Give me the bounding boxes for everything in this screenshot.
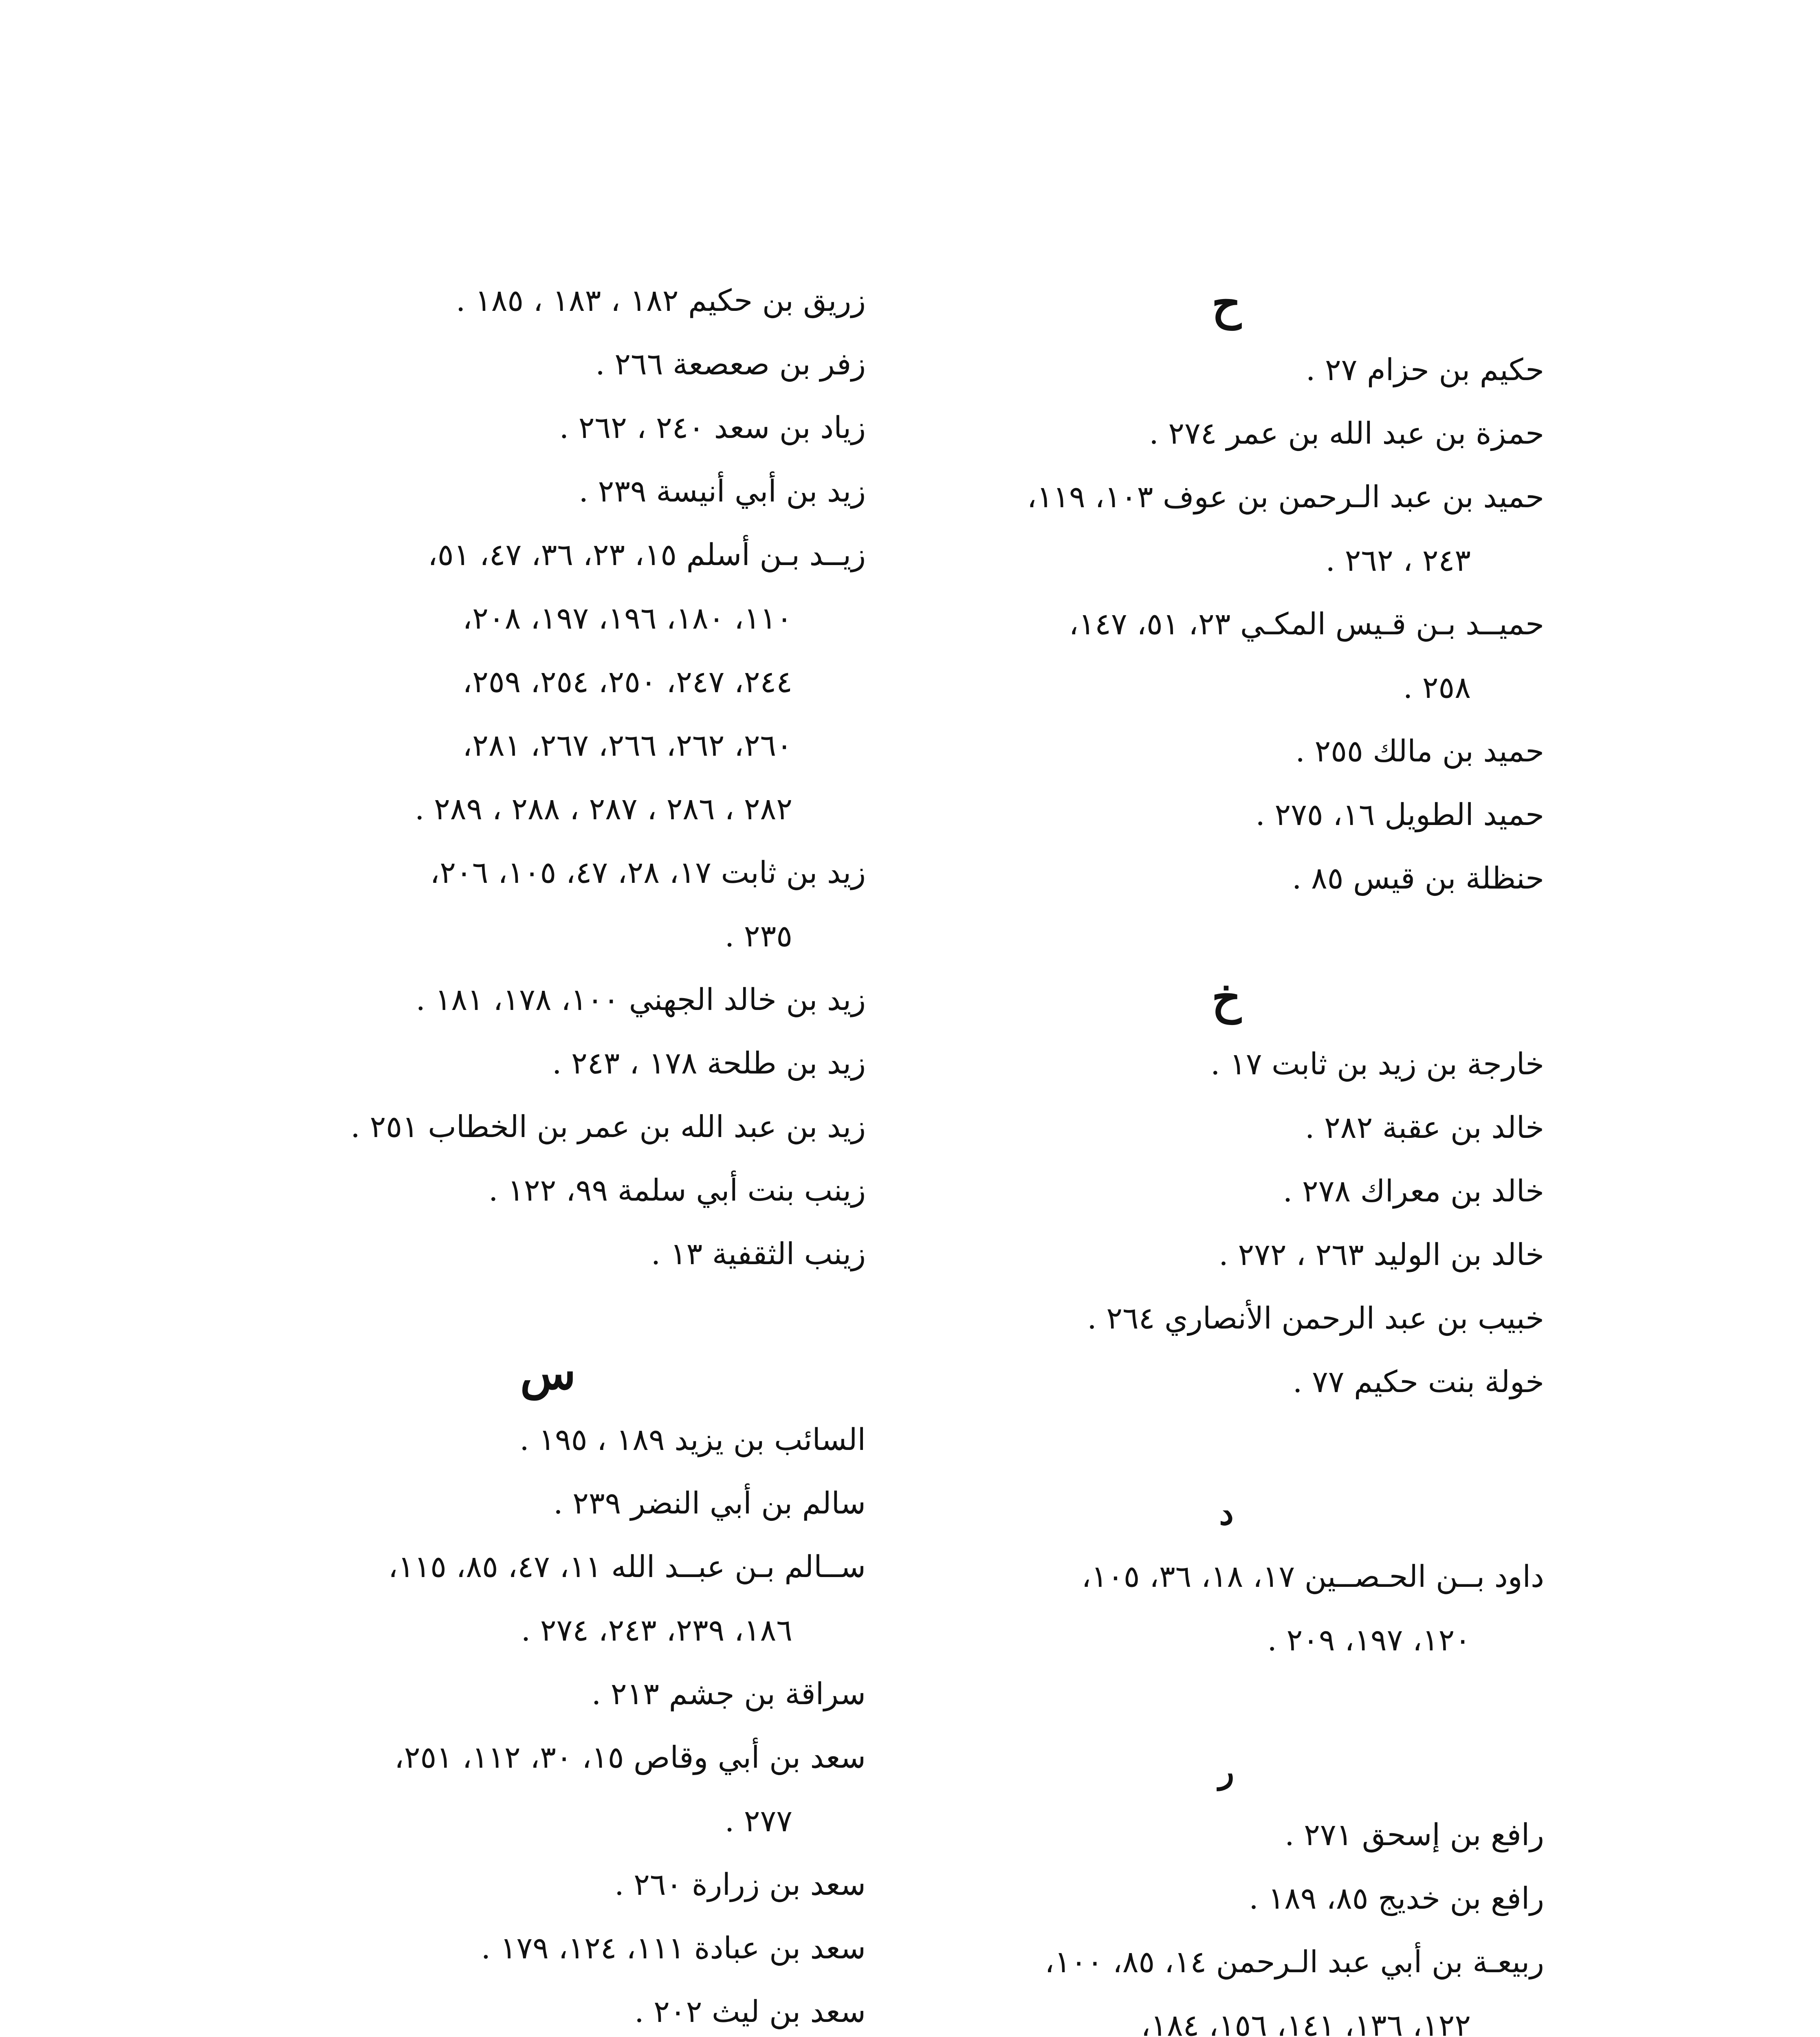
entry-line: رافع بن إسحق ٢٧١ . (1285, 1817, 1544, 1852)
entry-line: سالم بن أبي النضر ٢٣٩ . (553, 1486, 866, 1521)
entry-line: زيد بن أبي أنيسة ٢٣٩ . (579, 474, 866, 509)
index-entry (230, 1726, 866, 1853)
entry-line: حميد بن مالك ٢٥٥ . (1295, 734, 1544, 769)
entry-line: حميــد بـن قـيس المكـي ٢٣، ٥١، ١٤٧، (1069, 607, 1544, 642)
entry-line: خارجة بن زيد بن ثابت ١٧ . (1210, 1047, 1544, 1082)
entry-line: خالد بن الوليد ٢٦٣ ، ٢٧٢ . (1219, 1237, 1544, 1272)
index-entry (230, 1472, 866, 1535)
index-entry (230, 396, 866, 460)
entry-line: زيد بن طلحة ١٧٨ ، ٢٤٣ . (552, 1046, 866, 1081)
entry-continuation-line: ٢٧٧ . (724, 1804, 792, 1839)
index-entry (909, 1223, 1544, 1287)
section-gap (230, 1286, 866, 1339)
index-column-left (230, 269, 866, 2037)
entry-line: سعد بن ليث ٢٠٢ . (634, 1994, 866, 2029)
index-entry (909, 1350, 1544, 1414)
entry-line: حمزة بن عبد الله بن عمر ٢٧٤ . (1149, 416, 1544, 451)
section-letter-heading: ح (1211, 277, 1241, 330)
index-column-right (909, 269, 1544, 2037)
index-entry (230, 841, 866, 968)
entry-line: زفر بن صعصعة ٢٦٦ . (595, 347, 866, 382)
index-entry (909, 847, 1544, 910)
section-gap (909, 910, 1544, 963)
entry-line: زيد بن عبد الله بن عمر بن الخطاب ٢٥١ . (350, 1109, 866, 1144)
entry-continuation-line: ٢٥٨ . (1403, 670, 1471, 705)
entry-continuation-line: ٢٣٥ . (724, 919, 792, 954)
index-entry (909, 338, 1544, 402)
entry-continuation-line: ٢٨٢ ، ٢٨٦ ، ٢٨٧ ، ٢٨٨ ، ٢٨٩ . (414, 792, 792, 827)
entry-line: خالد بن عقبة ٢٨٢ . (1305, 1110, 1544, 1145)
entry-line: زيد بن ثابت ١٧، ٢٨، ٤٧، ١٠٥، ٢٠٦، (430, 855, 866, 890)
entry-continuation-line: ٢٤٣ ، ٢٦٢ . (1325, 543, 1471, 578)
index-entry (909, 402, 1544, 465)
index-entry (909, 1096, 1544, 1159)
entry-line: ســالم بـن عبــد الله ١١، ٤٧، ٨٥، ١١٥، (388, 1549, 866, 1584)
entry-line: ربيعـة بن أبي عبد الـرحمن ١٤، ٨٥، ١٠٠، (1045, 1945, 1544, 1980)
entry-line: حميد الطويل ١٦، ٢٧٥ . (1255, 797, 1544, 832)
entry-line: السائب بن يزيد ١٨٩ ، ١٩٥ . (519, 1422, 866, 1457)
index-entry (230, 1408, 866, 1472)
index-entry (909, 1545, 1544, 1672)
index-entry (909, 1803, 1544, 1867)
index-entry (230, 1095, 866, 1159)
entry-line: داود بــن الحـصــين ١٧، ١٨، ٣٦، ١٠٥، (1081, 1559, 1544, 1594)
index-entry (909, 1930, 1544, 2037)
entry-line: حكيم بن حزام ٢٧ . (1305, 352, 1544, 387)
entry-line: زيــد بـن أسلم ١٥، ٢٣، ٣٦، ٤٧، ٥١، (427, 537, 866, 572)
index-entry (230, 1662, 866, 1726)
index-entry (909, 1867, 1544, 1930)
index-entry (230, 332, 866, 396)
index-entry (230, 1222, 866, 1286)
index-entry (230, 1535, 866, 1662)
index-entry (230, 1916, 866, 1980)
entry-line: خولة بنت حكيم ٧٧ . (1292, 1364, 1544, 1399)
entry-line: رافع بن خديج ٨٥، ١٨٩ . (1249, 1881, 1544, 1916)
index-entry (909, 1032, 1544, 1096)
entry-line: حنظلة بن قيس ٨٥ . (1292, 861, 1544, 896)
entry-line: سعد بن عبادة ١١١، ١٢٤، ١٧٩ . (481, 1931, 866, 1966)
index-entry (909, 719, 1544, 783)
section-gap (909, 1414, 1544, 1467)
entry-line: حميد بن عبد الـرحمن بن عوف ١٠٣، ١١٩، (1027, 480, 1544, 515)
entry-line: زياد بن سعد ٢٤٠ ، ٢٦٢ . (559, 410, 866, 445)
entry-continuation-line: ١٢٢، ١٣٦، ١٤١، ١٥٦، ١٨٤، (1141, 2008, 1471, 2037)
section-gap (909, 1672, 1544, 1725)
entry-line: زيد بن خالد الجهني ١٠٠، ١٧٨، ١٨١ . (416, 982, 866, 1017)
index-entry (230, 1032, 866, 1095)
section-letter-heading: خ (1211, 971, 1241, 1024)
index-entry (230, 1159, 866, 1222)
entry-line: خبيب بن عبد الرحمن الأنصاري ٢٦٤ . (1087, 1301, 1544, 1336)
entry-line: زينب بنت أبي سلمة ٩٩، ١٢٢ . (489, 1173, 866, 1208)
section-letter-heading: د (1219, 1494, 1234, 1532)
index-entry (230, 1980, 866, 2037)
section-letter-heading: ر (1218, 1752, 1235, 1791)
index-entry (230, 269, 866, 332)
entry-line: زريق بن حكيم ١٨٢ ، ١٨٣ ، ١٨٥ . (456, 283, 866, 318)
entry-continuation-line: ١٨٦، ٢٣٩، ٢٤٣، ٢٧٤ . (521, 1613, 792, 1648)
index-entry (909, 465, 1544, 592)
entry-continuation-line: ١١٠، ١٨٠، ١٩٦، ١٩٧، ٢٠٨، (462, 601, 792, 636)
entry-line: زينب الثقفية ١٣ . (651, 1236, 866, 1271)
index-entry (230, 968, 866, 1032)
entry-line: سعد بن زرارة ٢٦٠ . (614, 1867, 866, 1902)
entry-line: سعد بن أبي وقاص ١٥، ٣٠، ١١٢، ٢٥١، (394, 1740, 866, 1775)
index-entry (230, 460, 866, 523)
index-entry (230, 1853, 866, 1916)
index-entry (909, 1287, 1544, 1350)
index-entry (909, 783, 1544, 847)
entry-continuation-line: ٢٤٤، ٢٤٧، ٢٥٠، ٢٥٤، ٢٥٩، (462, 664, 792, 700)
entry-continuation-line: ١٢٠، ١٩٧، ٢٠٩ . (1267, 1623, 1471, 1658)
section-letter-heading: س (520, 1346, 576, 1400)
index-entry (230, 523, 866, 841)
entry-line: سراقة بن جشم ٢١٣ . (591, 1676, 866, 1711)
entry-line: خالد بن معراك ٢٧٨ . (1283, 1174, 1544, 1209)
index-entry (909, 592, 1544, 719)
index-entry (909, 1159, 1544, 1223)
entry-continuation-line: ٢٦٠، ٢٦٢، ٢٦٦، ٢٦٧، ٢٨١، (462, 728, 792, 763)
